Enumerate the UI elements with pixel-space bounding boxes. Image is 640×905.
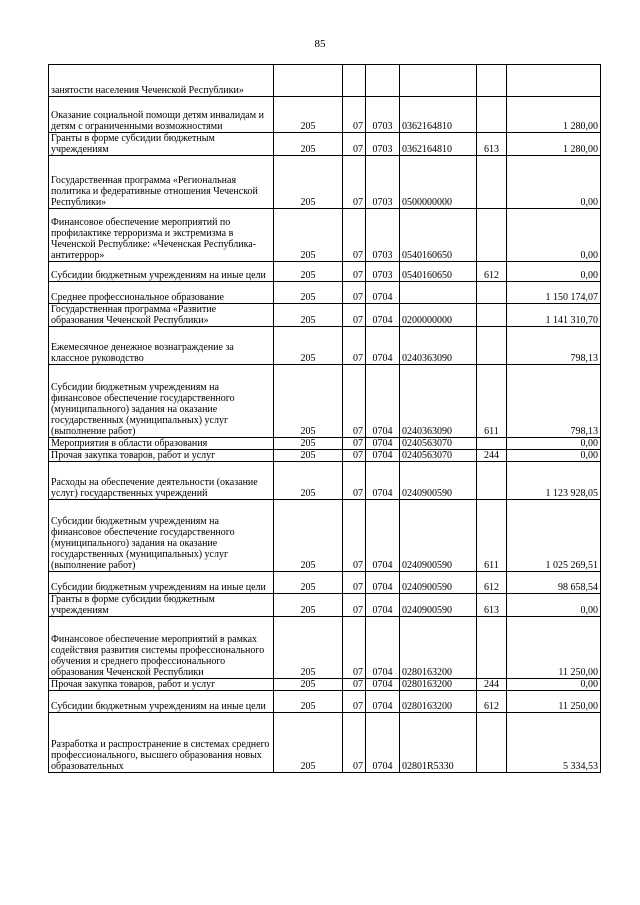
cell-amount [507,65,601,97]
row-name: Мероприятия в области образования [49,438,274,450]
table-row [49,262,601,282]
cell-target-article: 0240900590 [400,462,477,500]
page-number: 85 [314,38,326,50]
cell-subsection: 0704 [366,450,400,462]
table-row [49,282,601,304]
cell-expense-type: 612 [477,262,507,282]
row-name: Финансовое обеспечение мероприятий по профилактике терроризма и экстремизма в Чеченской Республике: «Чеченская Республика-антитеррор» [49,209,274,262]
cell-expense-type: 613 [477,133,507,156]
cell-subsection [366,65,400,97]
cell-subsection: 0704 [366,691,400,713]
cell-section: 07 [343,209,366,262]
cell-section [343,65,366,97]
cell-expense-type [477,617,507,679]
cell-amount: 1 123 928,05 [507,462,601,500]
cell-subsection: 0703 [366,209,400,262]
cell-expense-type [477,65,507,97]
table-row [49,500,601,572]
cell-vsr: 205 [274,438,343,450]
cell-subsection: 0704 [366,462,400,500]
cell-expense-type [477,304,507,327]
cell-target-article [400,65,477,97]
cell-section: 07 [343,282,366,304]
cell-expense-type [477,97,507,133]
cell-target-article: 0362164810 [400,97,477,133]
cell-subsection: 0704 [366,713,400,773]
cell-section: 07 [343,262,366,282]
cell-section: 07 [343,617,366,679]
cell-target-article: 0362164810 [400,133,477,156]
row-name: Гранты в форме субсидии бюджетным учреждениям [49,133,274,156]
table-row [49,572,601,594]
table-row [49,713,601,773]
cell-expense-type: 613 [477,594,507,617]
cell-subsection: 0704 [366,282,400,304]
cell-vsr: 205 [274,500,343,572]
cell-subsection: 0704 [366,500,400,572]
cell-amount: 5 334,53 [507,713,601,773]
cell-expense-type [477,462,507,500]
row-name: Субсидии бюджетным учреждениям на иные цели [49,691,274,713]
cell-expense-type: 244 [477,679,507,691]
cell-vsr: 205 [274,282,343,304]
row-name: Субсидии бюджетным учреждениям на финансовое обеспечение государственного (муниципального) задания на оказание государственных (муниципальных) услуг (выполнение работ) [49,365,274,438]
cell-subsection: 0704 [366,438,400,450]
row-name: Прочая закупка товаров, работ и услуг [49,679,274,691]
table-row [49,304,601,327]
table-row [49,365,601,438]
row-name: Прочая закупка товаров, работ и услуг [49,450,274,462]
cell-vsr: 205 [274,450,343,462]
cell-subsection: 0703 [366,156,400,209]
cell-expense-type: 611 [477,365,507,438]
cell-vsr: 205 [274,304,343,327]
row-name: Государственная программа «Региональная политика и федеративные отношения Чеченской Республики» [49,156,274,209]
row-name: Ежемесячное денежное вознаграждение за классное руководство [49,327,274,365]
cell-expense-type [477,438,507,450]
cell-amount: 0,00 [507,438,601,450]
cell-subsection: 0703 [366,133,400,156]
cell-section: 07 [343,133,366,156]
cell-amount: 98 658,54 [507,572,601,594]
cell-section: 07 [343,304,366,327]
cell-section: 07 [343,500,366,572]
cell-expense-type: 611 [477,500,507,572]
cell-section: 07 [343,97,366,133]
cell-target-article: 0200000000 [400,304,477,327]
cell-expense-type [477,209,507,262]
table-row [49,617,601,679]
cell-vsr: 205 [274,365,343,438]
table-row [49,327,601,365]
cell-subsection: 0703 [366,97,400,133]
cell-target-article: 0540160650 [400,209,477,262]
row-name: Государственная программа «Развитие образования Чеченской Республики» [49,304,274,327]
cell-amount: 1 150 174,07 [507,282,601,304]
cell-target-article: 0240363090 [400,365,477,438]
cell-vsr: 205 [274,679,343,691]
cell-section: 07 [343,156,366,209]
cell-target-article: 0240363090 [400,327,477,365]
table-row [49,679,601,691]
table-row [49,438,601,450]
cell-amount: 0,00 [507,594,601,617]
cell-target-article: 0540160650 [400,262,477,282]
cell-section: 07 [343,691,366,713]
cell-target-article: 0240563070 [400,438,477,450]
cell-vsr: 205 [274,327,343,365]
cell-vsr: 205 [274,262,343,282]
cell-target-article [400,282,477,304]
cell-target-article: 0280163200 [400,679,477,691]
cell-amount: 0,00 [507,209,601,262]
cell-expense-type: 612 [477,691,507,713]
table-row [49,156,601,209]
row-name: Разработка и распространение в системах среднего профессионального, высшего образования новых образовательных [49,713,274,773]
row-name: Субсидии бюджетным учреждениям на иные цели [49,572,274,594]
cell-vsr: 205 [274,97,343,133]
cell-section: 07 [343,713,366,773]
cell-target-article: 0240563070 [400,450,477,462]
cell-subsection: 0704 [366,365,400,438]
table-row [49,133,601,156]
cell-amount: 11 250,00 [507,617,601,679]
cell-vsr: 205 [274,691,343,713]
cell-section: 07 [343,679,366,691]
cell-vsr: 205 [274,594,343,617]
cell-vsr: 205 [274,713,343,773]
cell-target-article: 02801R5330 [400,713,477,773]
cell-target-article: 0240900590 [400,572,477,594]
cell-section: 07 [343,594,366,617]
row-name: Финансовое обеспечение мероприятий в рамках содействия развития системы профессионального обучения и среднего профессионального образования Чеченской Республики [49,617,274,679]
cell-amount: 0,00 [507,679,601,691]
budget-table [48,64,601,773]
cell-vsr: 205 [274,462,343,500]
cell-section: 07 [343,327,366,365]
row-name: занятости населения Чеченской Республики» [49,65,274,97]
cell-expense-type [477,156,507,209]
cell-target-article: 0240900590 [400,594,477,617]
cell-amount: 1 280,00 [507,133,601,156]
cell-subsection: 0704 [366,617,400,679]
table-row [49,691,601,713]
cell-target-article: 0280163200 [400,617,477,679]
table-row [49,209,601,262]
cell-expense-type [477,713,507,773]
cell-section: 07 [343,462,366,500]
cell-amount: 1 141 310,70 [507,304,601,327]
cell-amount: 0,00 [507,156,601,209]
row-name: Оказание социальной помощи детям инвалидам и детям с ограниченными возможностями [49,97,274,133]
row-name: Расходы на обеспечение деятельности (оказание услуг) государственных учреждений [49,462,274,500]
row-name: Субсидии бюджетным учреждениям на иные цели [49,262,274,282]
cell-vsr: 205 [274,617,343,679]
cell-section: 07 [343,438,366,450]
cell-expense-type: 244 [477,450,507,462]
table-row [49,65,601,97]
cell-target-article: 0280163200 [400,691,477,713]
cell-target-article: 0500000000 [400,156,477,209]
cell-amount: 0,00 [507,262,601,282]
cell-subsection: 0704 [366,327,400,365]
cell-section: 07 [343,365,366,438]
row-name: Субсидии бюджетным учреждениям на финансовое обеспечение государственного (муниципального) задания на оказание государственных (муниципальных) услуг (выполнение работ) [49,500,274,572]
cell-section: 07 [343,572,366,594]
cell-subsection: 0704 [366,572,400,594]
table-row [49,450,601,462]
cell-vsr: 205 [274,156,343,209]
cell-target-article: 0240900590 [400,500,477,572]
cell-amount: 798,13 [507,327,601,365]
row-name: Среднее профессиональное образование [49,282,274,304]
table-row [49,462,601,500]
cell-vsr: 205 [274,133,343,156]
cell-expense-type: 612 [477,572,507,594]
cell-amount: 11 250,00 [507,691,601,713]
cell-vsr: 205 [274,209,343,262]
cell-section: 07 [343,450,366,462]
row-name: Гранты в форме субсидии бюджетным учреждениям [49,594,274,617]
table-row [49,594,601,617]
cell-amount: 1 280,00 [507,97,601,133]
cell-amount: 1 025 269,51 [507,500,601,572]
cell-subsection: 0703 [366,262,400,282]
cell-expense-type [477,282,507,304]
cell-amount: 0,00 [507,450,601,462]
cell-vsr: 205 [274,572,343,594]
cell-expense-type [477,327,507,365]
cell-vsr [274,65,343,97]
cell-subsection: 0704 [366,594,400,617]
cell-subsection: 0704 [366,304,400,327]
cell-amount: 798,13 [507,365,601,438]
table-row [49,97,601,133]
cell-subsection: 0704 [366,679,400,691]
